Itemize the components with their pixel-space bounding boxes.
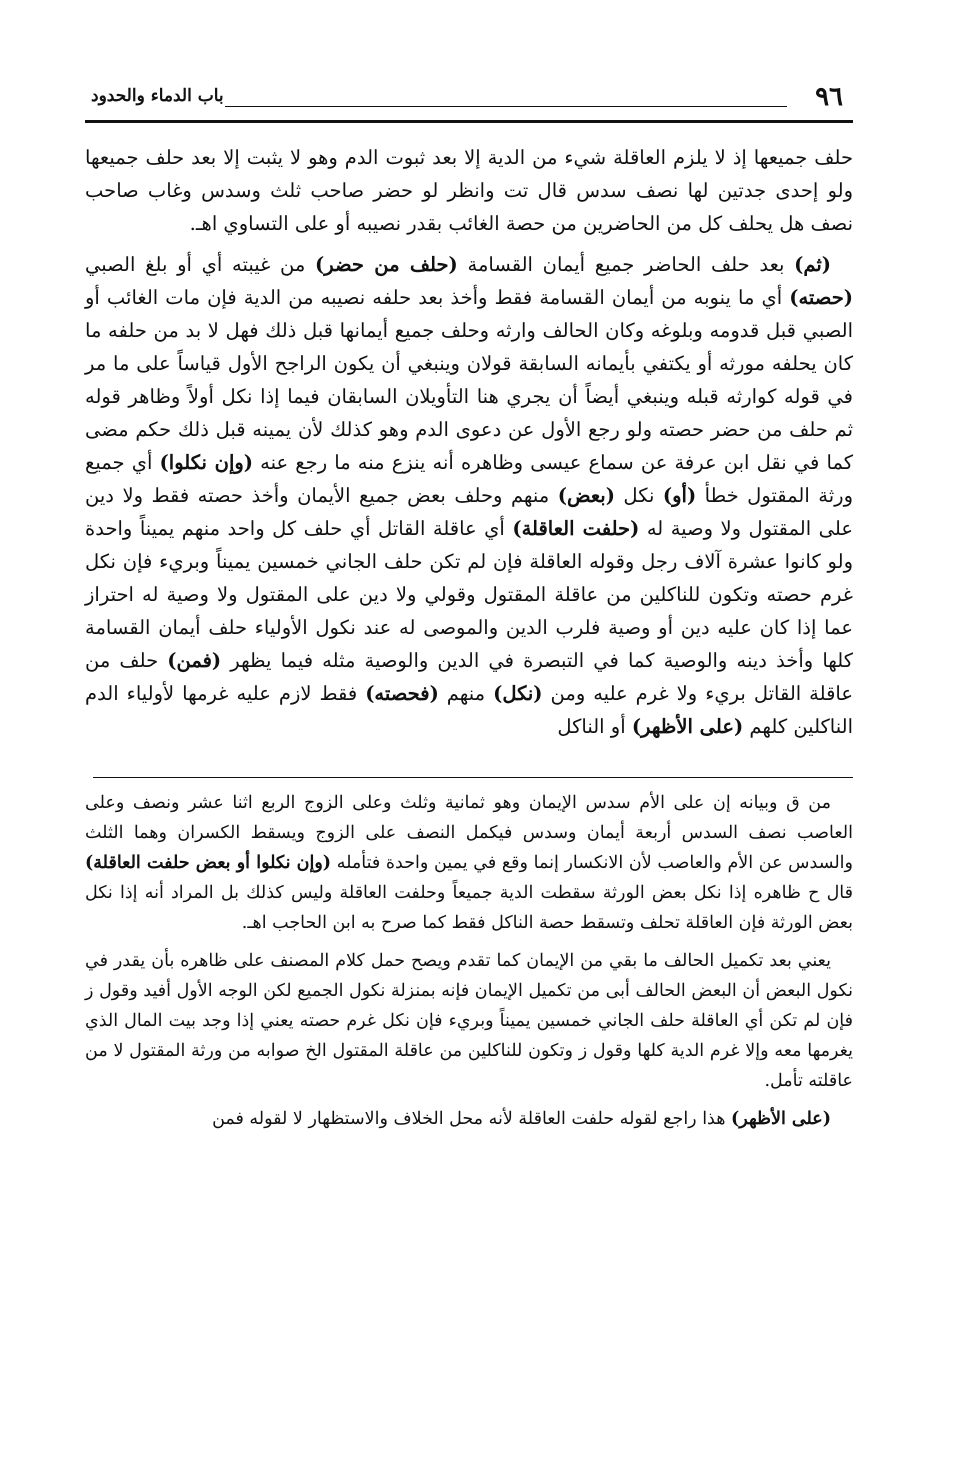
text-run: حلف من عاقلة القاتل بريء ولا غرم عليه ومن bbox=[85, 649, 853, 705]
text-run: قال ح ظاهره إذا نكل بعض الورثة سقطت الدية جميعاً وحلفت العاقلة وليس كذلك بل المراد أنه إذا نكل بعض الورثة فإن العاقلة تحلف وتسقط حصة الناكل فقط كما صرح به ابن الحاجب اهـ. bbox=[85, 883, 853, 933]
text-run: أي عاقلة القاتل أي حلف كل واحد منهم يميناً واحدة ولو كانوا عشرة آلاف رجل وقوله العاقلة فإن لم تكن حلف الجاني خمسين يميناً وبريء فإن نكل غرم حصته وتكون للناكلين من عاقلة المقتول وقولي ولا دين على المقتول ولا وصية له احتراز عما إذا كان عليه دين أو وصية فلرب الدين والموصى له عند نكول الأولياء حلف أيمان القسامة كلها وأخذ دينه والوصية كما في التبصرة في الدين والوصية مثله فيما يظهر bbox=[85, 517, 853, 672]
text-run: أي جميع ورثة المقتول خطأ bbox=[85, 451, 853, 507]
text-run: منهم bbox=[438, 682, 494, 705]
header-line bbox=[225, 106, 787, 107]
bold-term: (وإن نكلوا) bbox=[159, 451, 254, 474]
bold-term: (فمن) bbox=[167, 649, 222, 672]
main-text bbox=[85, 141, 853, 743]
text-run: أو الناكل bbox=[557, 715, 632, 738]
body-paragraph-2 bbox=[85, 248, 853, 743]
chapter-title: باب الدماء والحدود bbox=[91, 86, 224, 106]
bold-term: (وإن نكلوا أو بعض حلفت العاقلة) bbox=[85, 853, 332, 873]
bold-term: (نكل) bbox=[493, 682, 543, 705]
text-run: فقط لازم عليه غرمها لأولياء الدم الناكلين كلهم bbox=[85, 682, 853, 738]
text-run: بعد حلف الحاضر جميع أيمان القسامة bbox=[457, 253, 795, 276]
bold-term: (ثم) bbox=[794, 253, 832, 276]
text-run: هذا راجع لقوله حلفت العاقلة لأنه محل الخلاف والاستظهار لا لقوله فمن bbox=[212, 1109, 732, 1129]
bold-term: (حلفت العاقلة) bbox=[512, 517, 640, 540]
bold-term: (على الأظهر) bbox=[631, 715, 744, 738]
body-paragraph-1: حلف جميعها إذ لا يلزم العاقلة شيء من الدية إلا بعد ثبوت الدم وهو لا يثبت إلا بعد حلف جميعها ولو إحدى جدتين لها نصف سدس قال تت وانظر لو حضر صاحب ثلث وسدس وغاب صاحب نصف هل يحلف كل من الحاضرين من حصة الغائب بقدر نصيبه أو على التساوي اهـ. bbox=[85, 146, 853, 235]
bold-term: (على الأظهر) bbox=[731, 1109, 831, 1129]
bold-term: (أو) bbox=[662, 484, 697, 507]
bold-term: (فحصته) bbox=[365, 682, 439, 705]
note-paragraph-2: يعني بعد تكميل الحالف ما بقي من الإيمان كما تقدم ويصح حمل كلام المصنف على ظاهره بأن يقدر في نكول البعض أن البعض الحالف أبى من تكميل الإيمان فإنه بمنزلة نكول الجميع لكن الوجه الأول أفيد وقول ز فإن لم تكن أي العاقلة حلف الجاني خمسين يميناً وبريء فإن نكل غرم حصته يعني إذا وجد بيت المال الذي يغرمها معه وإلا غرم الدية كلها وقول ز وتكون للناكلين من عاقلة المقتول الخ صوابه من ورثة المقتول لا من عاقلته تأمل. bbox=[85, 951, 853, 1091]
text-run: من ق وبيانه إن على الأم سدس الإيمان وهو ثمانية وثلث وعلى الزوج الربع اثنا عشر ونصف وعلى العاصب نصف السدس أربعة أيمان وسدس فيكمل النصف على الزوج ويسقط الكسران وهما الثلث والسدس عن الأم والعاصب لأن الانكسار إنما وقع في يمين واحدة فتأمله bbox=[85, 793, 853, 873]
note-paragraph-3 bbox=[85, 1104, 853, 1134]
bold-term: (حلف من حضر) bbox=[315, 253, 458, 276]
note-paragraph-1 bbox=[85, 788, 853, 938]
book-page bbox=[85, 78, 853, 1134]
footnote-divider bbox=[93, 777, 853, 778]
text-run: أي ما ينوبه من أيمان القسامة فقط وأخذ بعد حلفه نصيبه من الدية فإن مات الغائب أو الصبي قبل قدومه وبلوغه وكان الحالف وارثه وحلف جميع أيمانها قبل ذلك فهل لا بد من حلفه ما كان يحلفه مورثه أو يكتفي بأيمانه السابقة قولان وينبغي أن يكون الراجح الأول قياساً على ما مر في قوله كوارثه قبله وينبغي أيضاً أن يجري هنا التأويلان السابقان فيما إذا نكل أولاً وظاهر قوله ثم حلف من حضر حصته ولو رجع الأول عن دعوى الدم وهو كذلك لأن يمينه قبل ذلك حكم مضى كما في نقل ابن عرفة عن سماع عيسى وظاهره أنه ينزع منه ما رجع عنه bbox=[85, 286, 853, 474]
running-header bbox=[85, 78, 853, 114]
text-run: من غيبته أي أو بلغ الصبي bbox=[85, 253, 316, 276]
text-run: منهم وحلف بعض جميع الأيمان وأخذ حصته فقط ولا دين على المقتول ولا وصية له bbox=[85, 484, 854, 540]
text-run: نكل bbox=[614, 484, 663, 507]
bold-term: (بعض) bbox=[557, 484, 615, 507]
header-rule bbox=[85, 120, 853, 123]
bold-term: (حصته) bbox=[789, 286, 853, 309]
page-number: ٩٦ bbox=[815, 82, 843, 112]
commentary-notes bbox=[85, 788, 853, 1134]
